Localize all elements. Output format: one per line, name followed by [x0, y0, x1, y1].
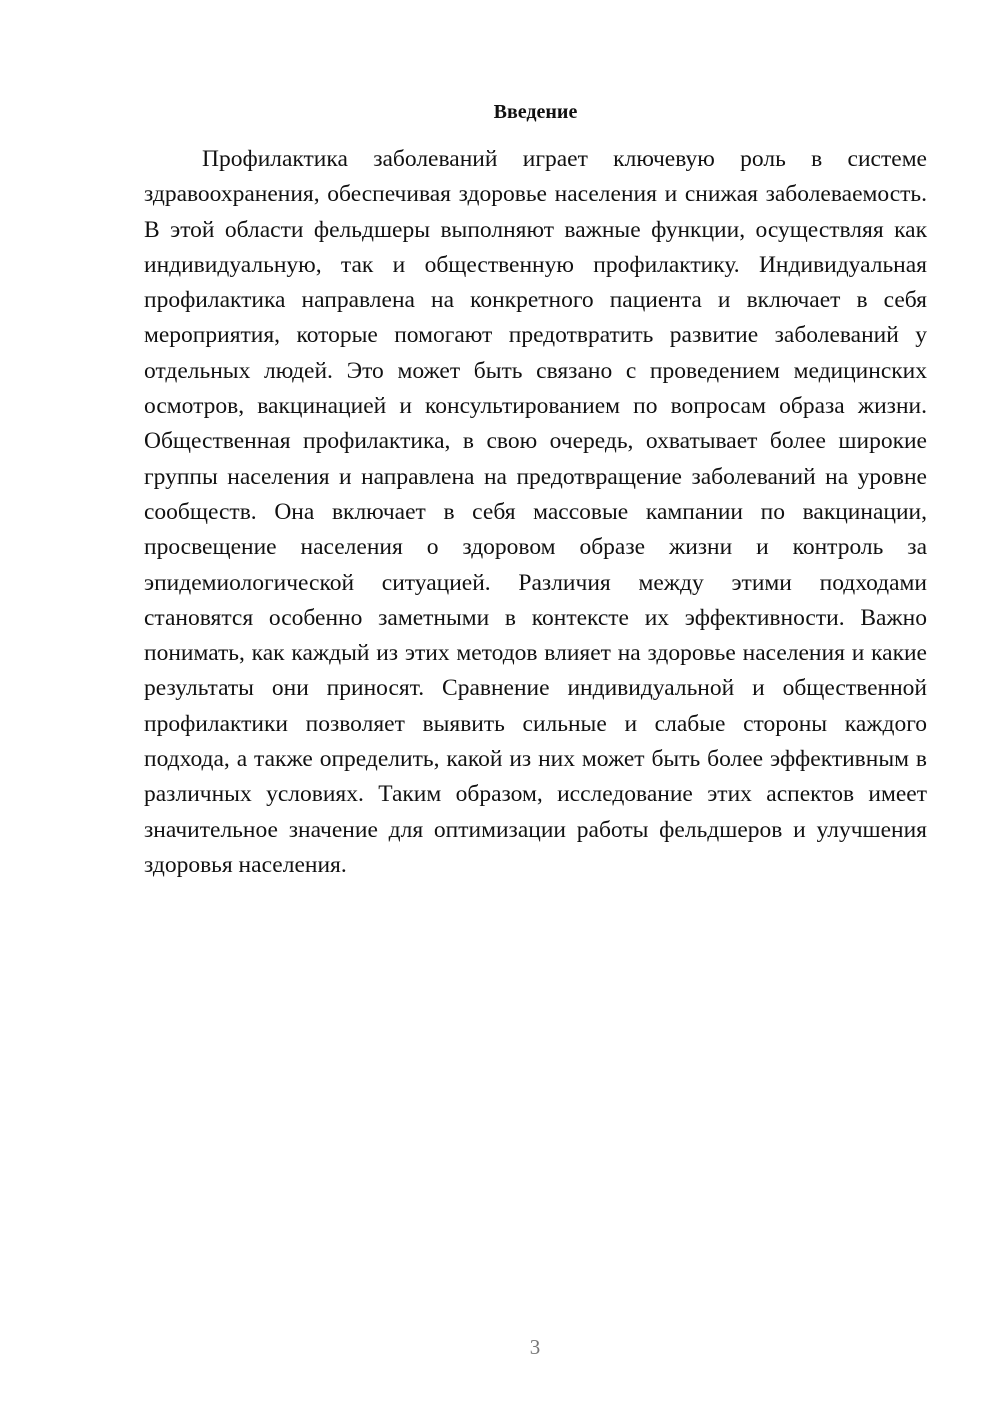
page-number: 3 [529, 1335, 541, 1359]
section-heading: Введение [493, 101, 578, 123]
body-paragraph: Профилактика заболеваний играет ключевую роль в системе здравоохранения, обеспечивая здоровье населения и снижая заболеваемость. В этой области фельдшеры выполняют важные функции, осуществляя как индивидуальную, так и общественную профилактику. Индивидуальная профилактика направлена на конкретного пациента и включает в себя мероприятия, которые помогают предотвратить развитие заболеваний у отдельных людей. Это может быть связано с проведением медицинских осмотров, вакцинацией и консультированием по вопросам образа жизни. Общественная профилактика, в свою очередь, охватывает более широкие группы населения и направлена на предотвращение заболеваний на уровне сообществ. Она включает в себя массовые кампании по вакцинации, просвещение населения о здоровом образе жизни и контроль за эпидемиологической ситуацией. Различия между этими подходами становятся особенно заметными в контексте их эффективности. Важно понимать, как каждый из этих методов влияет на здоровье населения и какие результаты они приносят. Сравнение индивидуальной и общественной профилактики позволяет выявить сильные и слабые стороны каждого подхода, а также определить, какой из них может быть более эффективным в различных условиях. Таким образом, исследование этих аспектов имеет значительное значение для оптимизации работы фельдшеров и улучшения здоровья населения. [144, 146, 927, 878]
